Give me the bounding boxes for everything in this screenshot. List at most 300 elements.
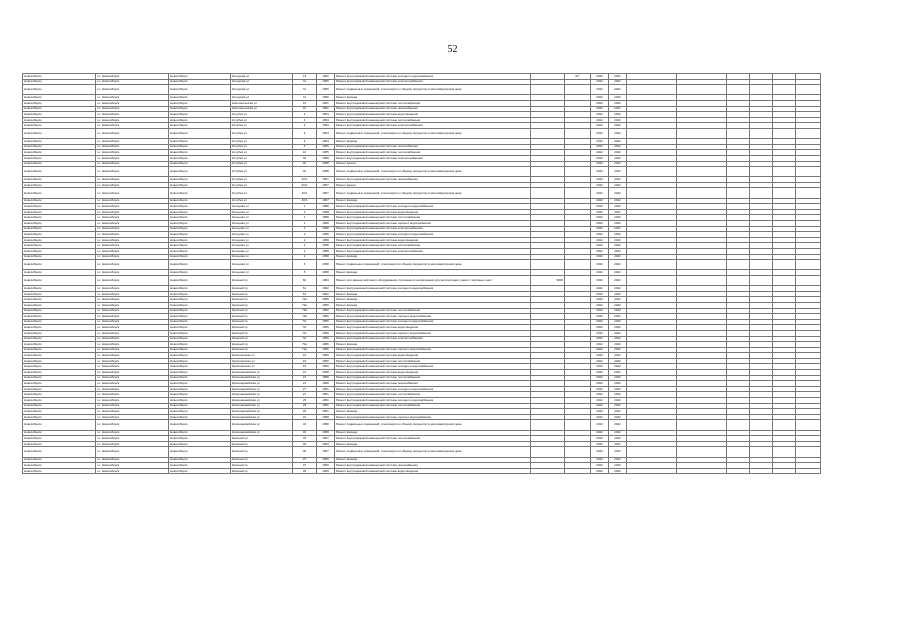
table-cell — [773, 447, 796, 457]
table-cell: Новосибирск — [169, 302, 231, 308]
table-cell — [727, 128, 750, 138]
table-cell: 2022 — [591, 144, 609, 150]
table-cell: Комсомольская ул — [231, 100, 293, 106]
table-cell: Ремонт внутридомовой инженерной системы теплоснабжения — [335, 358, 531, 364]
table-cell — [627, 420, 677, 430]
table-cell — [750, 447, 773, 457]
table-cell: Ремонт внутридомовой инженерной системы горячего водоснабжения — [335, 347, 531, 353]
table-cell: 2022 — [591, 232, 609, 238]
table-cell: 10 — [293, 106, 317, 112]
table-cell: Новосибирск — [169, 398, 231, 404]
table-cell: Новосибирск — [169, 182, 231, 188]
table-cell — [727, 420, 750, 430]
table-cell: Новосибирск — [23, 347, 96, 353]
table-cell — [796, 275, 821, 285]
table-cell: г.о. Новосибирск — [96, 403, 169, 409]
table-cell — [727, 447, 750, 457]
table-cell: 2022 — [591, 398, 609, 404]
table-cell: 2022 — [609, 232, 627, 238]
table-cell: 2022 — [591, 106, 609, 112]
table-cell: Ремонт подвальных помещений, относящихся к общему имуществу в многоквартирном доме — [335, 420, 531, 430]
table-cell: г.о. Новосибирск — [96, 330, 169, 336]
table-cell: г.о. Новосибирск — [96, 436, 169, 442]
table-cell: Новосибирск — [169, 79, 231, 85]
table-cell: 40/1 — [293, 198, 317, 204]
table-cell: Новосибирск — [23, 128, 96, 138]
table-cell: Новосибирск — [169, 243, 231, 249]
table-cell — [627, 167, 677, 177]
table-cell: Ремонт внутридомовой инженерной системы холодного водоснабжения — [335, 232, 531, 238]
table-cell: 1959 — [317, 463, 335, 469]
table-row — [23, 260, 821, 270]
table-cell: 1956 — [317, 79, 335, 85]
table-cell: Ремонт внутридомовой инженерной системы газоснабжения — [335, 177, 531, 183]
table-cell: Новосибирск — [169, 370, 231, 376]
table-cell: г.о. Новосибирск — [96, 314, 169, 320]
table-cell: Новосибирск — [23, 232, 96, 238]
table-cell: Красный пр — [231, 330, 293, 336]
table-cell: 4 — [293, 139, 317, 145]
table-cell: г.о. Новосибирск — [96, 79, 169, 85]
table-cell: Новосибирск — [169, 447, 231, 457]
table-cell: 72г — [293, 319, 317, 325]
table-cell: 1956 — [317, 325, 335, 331]
table-cell: 2022 — [609, 330, 627, 336]
table-cell: Кочубея ул — [231, 188, 293, 198]
table-cell: 2022 — [591, 254, 609, 260]
table-cell: Новосибирск — [23, 275, 96, 285]
table-cell: 1 — [293, 215, 317, 221]
table-cell: 2022 — [609, 188, 627, 198]
table-cell: Ремонт фасада — [335, 139, 531, 145]
table-cell: 2022 — [591, 161, 609, 167]
table-cell: 2022 — [609, 275, 627, 285]
table-cell: Кочубея ул — [231, 155, 293, 161]
table-cell: 2022 — [591, 188, 609, 198]
table-cell: 1956 — [317, 342, 335, 348]
table-cell: 1958 — [317, 232, 335, 238]
table-cell: 1959 — [317, 457, 335, 463]
table-cell — [727, 167, 750, 177]
table-cell: 2 — [293, 254, 317, 260]
table-cell: Новосибирск — [169, 95, 231, 101]
table-cell: Новосибирск — [169, 270, 231, 276]
table-cell: г.о. Новосибирск — [96, 155, 169, 161]
table-cell: 1958 — [317, 375, 335, 381]
table-cell: Новосибирск — [169, 325, 231, 331]
table-cell: Красноармейская ул — [231, 403, 293, 409]
table-cell — [565, 85, 591, 95]
table-cell — [796, 260, 821, 270]
table-cell: 16 — [293, 358, 317, 364]
table-cell: 2022 — [609, 358, 627, 364]
table-cell: Ремонт подвальных помещений, относящихся к общему имуществу в многоквартирном доме — [335, 260, 531, 270]
table-cell: г.о. Новосибирск — [96, 319, 169, 325]
table-cell: 2022 — [609, 198, 627, 204]
table-cell — [773, 167, 796, 177]
table-cell: г.о. Новосибирск — [96, 100, 169, 106]
table-cell: Новосибирск — [23, 74, 96, 80]
table-cell: 1 — [293, 209, 317, 215]
table-cell: Кочубея ул — [231, 198, 293, 204]
table-cell: Ремонт внутридомовой инженерной системы холодного водоснабжения — [335, 319, 531, 325]
table-cell: 2022 — [609, 117, 627, 123]
table-row — [23, 420, 821, 430]
table-cell — [677, 275, 727, 285]
table-cell: 32 — [293, 430, 317, 436]
table-cell: Кочубея ул — [231, 117, 293, 123]
table-cell: Кошурова ул — [231, 85, 293, 95]
table-cell: Новосибирск — [169, 364, 231, 370]
table-cell: г.о. Новосибирск — [96, 232, 169, 238]
table-cell: 2022 — [609, 79, 627, 85]
table-cell: Ремонт внутридомовой инженерной системы теплоснабжения — [335, 403, 531, 409]
table-cell: Красноармейская ул — [231, 430, 293, 436]
table-cell: Ремонт внутридомовой инженерной системы теплоснабжения — [335, 436, 531, 442]
table-cell: Кольцова ул — [231, 204, 293, 210]
table-cell: г.о. Новосибирск — [96, 347, 169, 353]
table-cell — [750, 128, 773, 138]
table-cell: 1961 — [317, 100, 335, 106]
table-cell: Кошурова ул — [231, 79, 293, 85]
table-cell — [750, 468, 773, 474]
table-cell: 72г — [293, 336, 317, 342]
table-cell: Ремонт внутридомовой инженерной системы теплоснабжения — [335, 215, 531, 221]
table-cell: г.о. Новосибирск — [96, 430, 169, 436]
table-cell: 2022 — [591, 325, 609, 331]
table-cell: 1950 — [317, 364, 335, 370]
table-cell: Кочубея ул — [231, 177, 293, 183]
table-cell: 1958 — [317, 414, 335, 420]
table-cell: Кочубея ул — [231, 112, 293, 118]
table-cell — [627, 275, 677, 285]
table-cell: г.о. Новосибирск — [96, 237, 169, 243]
table-cell: Красный пр — [231, 457, 293, 463]
table-cell: 2022 — [609, 347, 627, 353]
table-cell: г.о. Новосибирск — [96, 182, 169, 188]
table-cell: г.о. Новосибирск — [96, 308, 169, 314]
table-cell: Красный пр — [231, 347, 293, 353]
table-cell: 2022 — [609, 308, 627, 314]
table-cell: 2022 — [609, 291, 627, 297]
table-row — [23, 468, 821, 474]
table-cell: Новосибирск — [169, 414, 231, 420]
table-cell: г.о. Новосибирск — [96, 254, 169, 260]
table-cell: 72д — [293, 342, 317, 348]
table-cell — [565, 468, 591, 474]
table-cell: г.о. Новосибирск — [96, 128, 169, 138]
table-cell: 1958 — [317, 204, 335, 210]
table-cell: 2022 — [591, 403, 609, 409]
table-cell: 1955 — [317, 144, 335, 150]
table-cell: Новосибирск — [23, 330, 96, 336]
table-cell: 2022 — [591, 457, 609, 463]
table-cell: Ремонт подвальных помещений, относящихся к общему имуществу в многоквартирном доме — [335, 128, 531, 138]
table-cell: 1958 — [317, 215, 335, 221]
table-cell: Новосибирск — [169, 260, 231, 270]
table-cell: Ремонт внутридомовой инженерной системы холодного водоснабжения — [335, 364, 531, 370]
table-cell: 1957 — [317, 436, 335, 442]
table-cell: 2022 — [609, 100, 627, 106]
table-cell: Кочубея ул — [231, 161, 293, 167]
table-cell: Красный пр — [231, 463, 293, 469]
table-cell: Новосибирск — [23, 177, 96, 183]
table-cell — [677, 447, 727, 457]
table-cell: 2022 — [591, 198, 609, 204]
table-cell: Новосибирск — [169, 221, 231, 227]
table-cell — [750, 85, 773, 95]
table-cell — [627, 188, 677, 198]
table-cell: г.о. Новосибирск — [96, 286, 169, 292]
table-cell: Красный пр — [231, 325, 293, 331]
table-cell: Новосибирск — [169, 375, 231, 381]
table-cell: Новосибирск — [169, 204, 231, 210]
table-cell: г.о. Новосибирск — [96, 249, 169, 255]
table-cell: Новосибирск — [169, 441, 231, 447]
table-cell: Кольцова ул — [231, 209, 293, 215]
table-cell: г.о. Новосибирск — [96, 398, 169, 404]
table-cell: Новосибирск — [23, 302, 96, 308]
table-cell: Новосибирск — [169, 188, 231, 198]
table-cell: Ремонт внутридомовой инженерной системы водоотведения — [335, 370, 531, 376]
table-cell: 4 — [293, 117, 317, 123]
table-cell: г.о. Новосибирск — [96, 167, 169, 177]
table-cell: Новосибирск — [169, 167, 231, 177]
table-cell: 9900 — [531, 275, 565, 285]
table-cell: 2022 — [609, 398, 627, 404]
table-cell — [627, 128, 677, 138]
table-cell — [531, 85, 565, 95]
table-cell: Ремонт фасада — [335, 95, 531, 101]
table-cell: Кольцова ул — [231, 232, 293, 238]
table-cell: 1956 — [317, 95, 335, 101]
table-cell: г.о. Новосибирск — [96, 463, 169, 469]
table-cell: Красный пр — [231, 297, 293, 303]
table-cell: Новосибирск — [169, 209, 231, 215]
table-cell: Новосибирск — [169, 128, 231, 138]
table-cell: Новосибирск — [169, 74, 231, 80]
table-cell: 1958 — [317, 209, 335, 215]
table-cell: Ремонт подвальных помещений, относящихся к общему имуществу в многоквартирном доме — [335, 85, 531, 95]
table-cell: 21 — [293, 381, 317, 387]
table-cell: г.о. Новосибирск — [96, 358, 169, 364]
table-cell: Новосибирск — [23, 106, 96, 112]
table-cell: Новосибирск — [23, 457, 96, 463]
table-cell: Ремонт крыши — [335, 182, 531, 188]
table-cell: г.о. Новосибирск — [96, 215, 169, 221]
table-cell: Ремонт внутридомовой инженерной системы водоотведения — [335, 468, 531, 474]
table-cell: 1958 — [317, 260, 335, 270]
table-cell: 2022 — [609, 204, 627, 210]
table-cell: Кольцова ул — [231, 226, 293, 232]
table-cell: г.о. Новосибирск — [96, 226, 169, 232]
table-cell: 2022 — [609, 85, 627, 95]
table-cell — [627, 85, 677, 95]
table-cell: 2022 — [591, 409, 609, 415]
table-cell: Красный пр — [231, 342, 293, 348]
table-cell: 2022 — [609, 74, 627, 80]
table-cell: Новосибирск — [23, 243, 96, 249]
table-cell: 2022 — [609, 286, 627, 292]
table-cell: 2022 — [591, 275, 609, 285]
table-cell: 16 — [293, 364, 317, 370]
table-cell: Красный пр — [231, 319, 293, 325]
table-cell: 1957 — [317, 198, 335, 204]
table-cell: Новосибирск — [23, 468, 96, 474]
table-cell: Новосибирск — [169, 198, 231, 204]
table-cell: 2022 — [609, 155, 627, 161]
table-cell: 1954 — [317, 117, 335, 123]
table-cell: Новосибирск — [169, 117, 231, 123]
table-cell: 72г — [293, 330, 317, 336]
table-cell: 31 — [293, 414, 317, 420]
table-cell: Новосибирск — [169, 308, 231, 314]
table-cell — [750, 275, 773, 285]
table-cell: 40 — [293, 161, 317, 167]
table-cell: Новосибирск — [23, 226, 96, 232]
table-cell: г.о. Новосибирск — [96, 106, 169, 112]
table-cell: Ремонт внутридомовой инженерной системы водоотведения — [335, 237, 531, 243]
table-cell: 1957 — [317, 182, 335, 188]
table-cell: 2022 — [609, 447, 627, 457]
table-cell: 13 — [293, 74, 317, 80]
table-cell: Новосибирск — [23, 144, 96, 150]
table-cell: Новосибирск — [169, 100, 231, 106]
table-cell: г.о. Новосибирск — [96, 161, 169, 167]
table-cell: 1 — [293, 204, 317, 210]
table-cell: 7а — [293, 79, 317, 85]
table-cell: г.о. Новосибирск — [96, 270, 169, 276]
table-cell: Новосибирск — [23, 398, 96, 404]
table-cell — [531, 167, 565, 177]
table-cell — [627, 447, 677, 457]
table-cell: 2022 — [609, 254, 627, 260]
table-cell: 2022 — [609, 123, 627, 129]
table-cell: Ремонт фасада — [335, 342, 531, 348]
table-cell — [677, 420, 727, 430]
table-cell: Красноармейская ул — [231, 370, 293, 376]
table-cell: Кочубея ул — [231, 167, 293, 177]
table-cell: 2022 — [609, 270, 627, 276]
table-cell: Новосибирск — [23, 370, 96, 376]
table-cell: 1957 — [317, 441, 335, 447]
table-cell — [565, 167, 591, 177]
table-cell: Новосибирск — [169, 392, 231, 398]
table-cell: 2022 — [591, 347, 609, 353]
table-cell: 27 — [293, 386, 317, 392]
table-cell — [796, 85, 821, 95]
table-cell: Ремонт внутридомовой инженерной системы горячего водоснабжения — [335, 221, 531, 227]
table-cell: 1951 — [317, 409, 335, 415]
table-cell: Ремонт внутридомовой инженерной системы водоотведения — [335, 112, 531, 118]
table-cell: 4 — [293, 128, 317, 138]
table-cell: Красноярская ул — [231, 364, 293, 370]
table-cell: Ремонт внутридомовой инженерной системы газоснабжения — [335, 463, 531, 469]
table-cell: 2022 — [609, 106, 627, 112]
table-cell — [750, 167, 773, 177]
table-cell: Ремонт внутридомовой инженерной системы холодного водоснабжения — [335, 286, 531, 292]
table-cell: Новосибирск — [23, 112, 96, 118]
table-cell — [677, 85, 727, 95]
table-cell: 1962 — [317, 286, 335, 292]
table-cell: Новосибирск — [169, 420, 231, 430]
table-cell: 72в — [293, 314, 317, 320]
table-cell: Новосибирск — [23, 139, 96, 145]
table-cell: 2022 — [609, 314, 627, 320]
table-cell: Ремонт внутридомовой инженерной системы теплоснабжения — [335, 243, 531, 249]
table-cell: 2022 — [591, 297, 609, 303]
table-cell: Ремонт внутридомовой инженерной системы теплоснабжения — [335, 308, 531, 314]
repair-program-table — [22, 73, 821, 474]
table-cell: г.о. Новосибирск — [96, 177, 169, 183]
table-cell: Новосибирск — [169, 286, 231, 292]
table-cell: Ремонт или замена лифтового оборудования, признанного непригодным для эксплуатации, ремонт лифтовых шахт — [335, 275, 531, 285]
table-cell: Красноармейская ул — [231, 392, 293, 398]
table-cell: 21 — [293, 375, 317, 381]
table-cell: 2022 — [591, 353, 609, 359]
table-cell: Ремонт фасада — [335, 430, 531, 436]
table-cell: Новосибирск — [23, 381, 96, 387]
table-cell — [627, 260, 677, 270]
table-cell: 2022 — [591, 221, 609, 227]
table-cell: г.о. Новосибирск — [96, 188, 169, 198]
table-cell: 2022 — [591, 237, 609, 243]
table-cell: 1954 — [317, 123, 335, 129]
table-cell: 1950 — [317, 353, 335, 359]
table-cell: 2022 — [591, 182, 609, 188]
table-cell: 2022 — [591, 260, 609, 270]
table-cell: Кольцова ул — [231, 237, 293, 243]
table-cell: Новосибирск — [169, 291, 231, 297]
table-cell: 2022 — [609, 386, 627, 392]
table-cell: Кольцова ул — [231, 215, 293, 221]
table-cell: 1951 — [317, 392, 335, 398]
table-cell: Красный пр — [231, 275, 293, 285]
table-cell: 1956 — [317, 308, 335, 314]
table-cell: 2022 — [609, 414, 627, 420]
table-cell: 27 — [293, 392, 317, 398]
table-cell: Новосибирск — [169, 342, 231, 348]
table-cell: Новосибирск — [23, 167, 96, 177]
table-cell: 2022 — [591, 215, 609, 221]
table-cell: 1951 — [317, 403, 335, 409]
table-cell: Ремонт внутридомовой инженерной системы водоотведения — [335, 209, 531, 215]
table-cell: Ремонт внутридомовой инженерной системы газоснабжения — [335, 144, 531, 150]
table-cell: г.о. Новосибирск — [96, 336, 169, 342]
table-cell: Красный пр — [231, 308, 293, 314]
table-cell: 1958 — [317, 270, 335, 276]
table-cell: 2022 — [591, 420, 609, 430]
table-cell: Ремонт внутридомовой инженерной системы холодного водоснабжения — [335, 204, 531, 210]
table-cell: г.о. Новосибирск — [96, 204, 169, 210]
table-cell — [727, 260, 750, 270]
table-cell — [773, 85, 796, 95]
table-cell: 2022 — [609, 249, 627, 255]
table-cell: 2022 — [591, 243, 609, 249]
table-cell: Кочубея ул — [231, 182, 293, 188]
table-cell — [565, 275, 591, 285]
table-cell: Новосибирск — [169, 319, 231, 325]
table-cell: 1958 — [317, 430, 335, 436]
table-cell: Ремонт внутридомовой инженерной системы теплоснабжения — [335, 100, 531, 106]
table-cell — [677, 167, 727, 177]
table-cell: Красноярская ул — [231, 358, 293, 364]
table-cell: Новосибирск — [169, 85, 231, 95]
table-cell: Новосибирск — [23, 353, 96, 359]
table-cell: 2022 — [591, 468, 609, 474]
table-cell: Новосибирск — [169, 409, 231, 415]
table-cell: 10 — [293, 150, 317, 156]
